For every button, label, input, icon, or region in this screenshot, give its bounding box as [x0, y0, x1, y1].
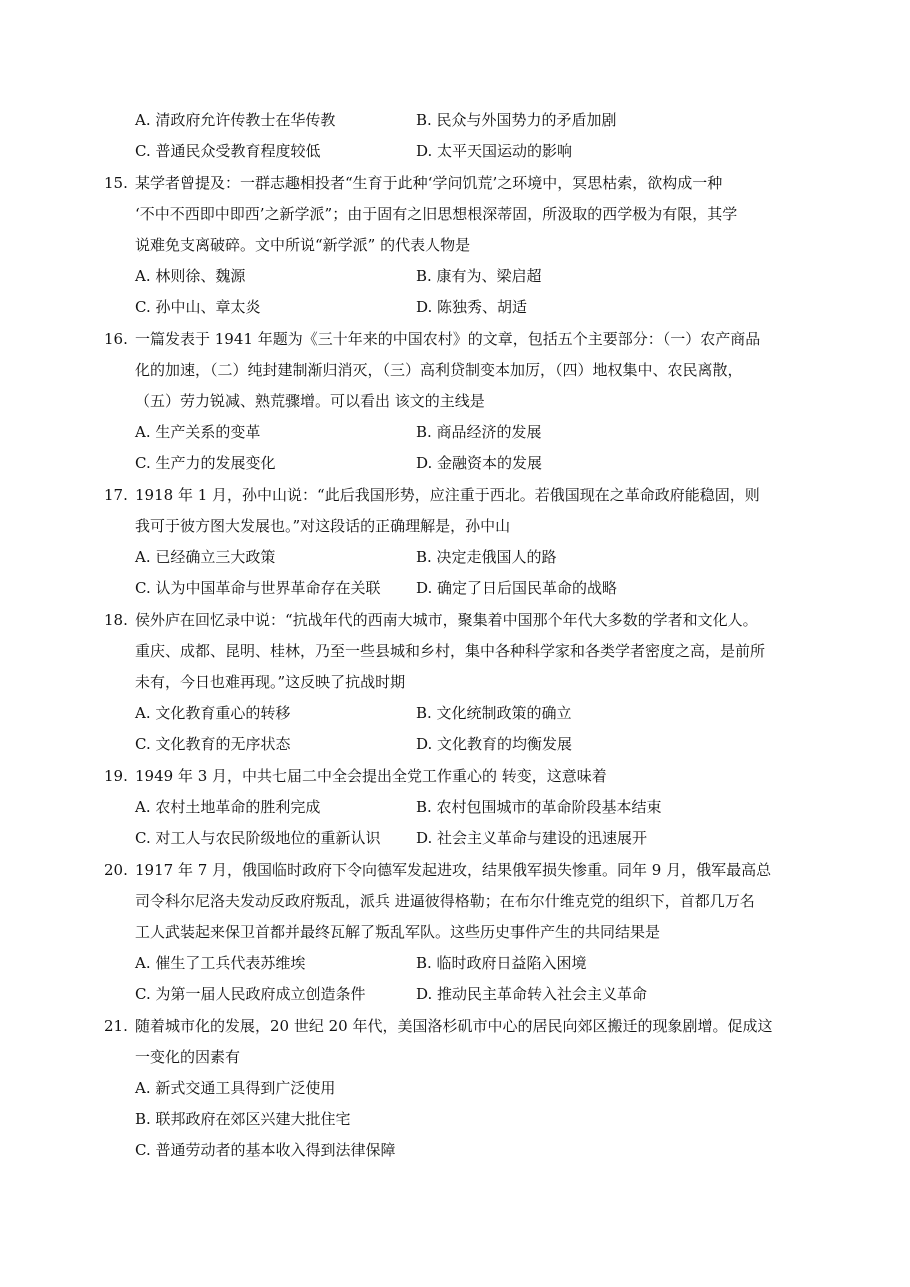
- q19-option-a: A. 农村土地革命的胜利完成: [135, 798, 321, 816]
- q16-stem-line-3: （五）劳力锐减、熟荒骤增。可以看出 该文的主线是: [135, 392, 485, 410]
- q18-stem-line-2: 重庆、成都、昆明、桂林，乃至一些县城和乡村，集中各种科学家和各类学者密度之高，是前所: [135, 642, 766, 660]
- q16-stem-line-2: 化的加速，（二）纯封建制渐归消灭，（三）高利贷制变本加厉，（四）地权集中、农民离散，: [135, 361, 743, 379]
- q21-option-c: C. 普通劳动者的基本收入得到法律保障: [135, 1141, 396, 1159]
- q15-option-b: B. 康有为、梁启超: [416, 267, 542, 285]
- q19-number: 19.: [104, 767, 128, 785]
- q15-option-c: C. 孙中山、章太炎: [135, 298, 261, 316]
- q18-option-a: A. 文化教育重心的转移: [135, 704, 291, 722]
- q14-option-a: A. 清政府允许传教士在华传教: [135, 111, 336, 129]
- q14-option-b: B. 民众与外国势力的矛盾加剧: [416, 111, 617, 129]
- q19-option-c: C. 对工人与农民阶级地位的重新认识: [135, 829, 381, 847]
- q15-stem-line-2: ‘不中不西即中即西’之新学派”；由于固有之旧思想根深蒂固，所汲取的西学极为有限，其学: [135, 205, 738, 223]
- q15-stem-line-1: 某学者曾提及：一群志趣相投者“生育于此种‘学问饥荒’之环境中，冥思枯索，欲构成一种: [135, 174, 723, 192]
- q17-number: 17.: [104, 486, 128, 504]
- q16-option-d: D. 金融资本的发展: [416, 454, 543, 472]
- q17-option-c: C. 认为中国革命与世界革命存在关联: [135, 579, 381, 597]
- q20-number: 20.: [104, 861, 128, 879]
- q17-option-a: A. 已经确立三大政策: [135, 548, 276, 566]
- q15-stem-line-3: 说难免支离破碎。文中所说“新学派” 的代表人物是: [135, 236, 471, 254]
- q15-option-a: A. 林则徐、魏源: [135, 267, 246, 285]
- q16-option-c: C. 生产力的发展变化: [135, 454, 276, 472]
- q14-option-d: D. 太平天国运动的影响: [416, 142, 573, 160]
- q21-number: 21.: [104, 1017, 128, 1035]
- q14-option-c: C. 普通民众受教育程度较低: [135, 142, 321, 160]
- q19-stem-line-1: 1949 年 3 月，中共七届二中全会提出全党工作重心的 转变，这意味着: [135, 767, 607, 785]
- q16-option-b: B. 商品经济的发展: [416, 423, 542, 441]
- q20-stem-line-3: 工人武装起来保卫首都并最终瓦解了叛乱军队。这些历史事件产生的共同结果是: [135, 923, 661, 941]
- q19-option-b: B. 农村包围城市的革命阶段基本结束: [416, 798, 662, 816]
- q20-option-a: A. 催生了工兵代表苏维埃: [135, 954, 306, 972]
- q17-stem-line-1: 1918 年 1 月，孙中山说：“此后我国形势，应注重于西北。若俄国现在之革命政府能稳固，则: [135, 486, 760, 504]
- q20-option-d: D. 推动民主革命转入社会主义革命: [416, 985, 648, 1003]
- q20-stem-line-2: 司令科尔尼洛夫发动反政府叛乱，派兵 进逼彼得格勒；在布尔什维克党的组织下，首都几万名: [135, 892, 755, 910]
- q15-option-d: D. 陈独秀、胡适: [416, 298, 528, 316]
- q19-option-d: D. 社会主义革命与建设的迅速展开: [416, 829, 648, 847]
- q21-stem-line-1: 随着城市化的发展，20 世纪 20 年代，美国洛杉矶市中心的居民向郊区搬迁的现象剧增。促成这: [135, 1017, 773, 1035]
- q18-option-b: B. 文化统制政策的确立: [416, 704, 572, 722]
- q20-option-c: C. 为第一届人民政府成立创造条件: [135, 985, 366, 1003]
- q18-option-d: D. 文化教育的均衡发展: [416, 735, 573, 753]
- q15-number: 15.: [104, 174, 128, 192]
- q17-stem-line-2: 我可于彼方图大发展也。”对这段话的正确理解是，孙中山: [135, 517, 511, 535]
- q18-option-c: C. 文化教育的无序状态: [135, 735, 291, 753]
- q21-option-b: B. 联邦政府在郊区兴建大批住宅: [135, 1110, 351, 1128]
- q16-number: 16.: [104, 330, 128, 348]
- q21-stem-line-2: 一变化的因素有: [135, 1048, 241, 1066]
- q18-stem-line-3: 未有，今日也难再现。”这反映了抗战时期: [135, 673, 406, 691]
- q16-stem-line-1: 一篇发表于 1941 年题为《三十年来的中国农村》的文章，包括五个主要部分：（一）农产商品: [135, 330, 761, 348]
- q18-number: 18.: [104, 611, 128, 629]
- q18-stem-line-1: 侯外庐在回忆录中说：“抗战年代的西南大城市，聚集着中国那个年代大多数的学者和文化人。: [135, 611, 758, 629]
- q17-option-b: B. 决定走俄国人的路: [416, 548, 557, 566]
- q20-option-b: B. 临时政府日益陷入困境: [416, 954, 587, 972]
- q20-stem-line-1: 1917 年 7 月，俄国临时政府下令向德军发起进攻，结果俄军损失惨重。同年 9 月，俄军最高总: [135, 861, 772, 879]
- q16-option-a: A. 生产关系的变革: [135, 423, 261, 441]
- q17-option-d: D. 确定了日后国民革命的战略: [416, 579, 618, 597]
- q21-option-a: A. 新式交通工具得到广泛使用: [135, 1079, 336, 1097]
